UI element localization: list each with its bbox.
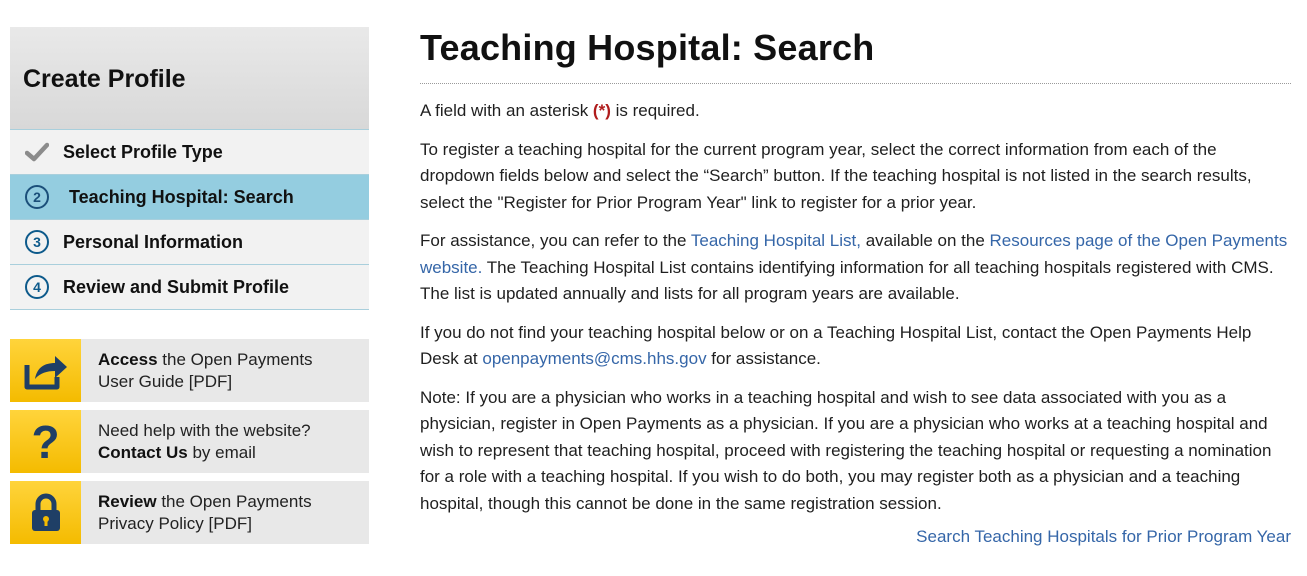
required-note: A field with an asterisk (*) is required. (420, 101, 700, 120)
step-number-icon: 3 (24, 229, 50, 255)
create-profile-header (10, 27, 369, 130)
teaching-hospital-list-link[interactable]: Teaching Hospital List, (690, 231, 861, 250)
sidebar (10, 27, 369, 544)
access-rest: the Open Payments (157, 350, 313, 369)
step-review-submit-profile[interactable] (10, 265, 369, 310)
physician-note-paragraph: Note: If you are a physician who works in a teaching hospital and wish to see data associated with you as a physician, register in Open Payments as a physician. If you are a physician who works at a teaching hospital and wish to represent that teaching hospital, proceed with registering the teaching hospital or requesting a nomination for a role with a teaching hospital. If you wish to do both, you may register both as a physician and a teaching hospital, though this cannot be done in the same registration session. (420, 387, 1272, 513)
step-label: Teaching Hospital: Search (69, 186, 294, 207)
contact-us-label: Contact Us (98, 443, 188, 462)
privacy-policy-text (81, 481, 312, 544)
step-label: Review and Submit Profile (63, 276, 290, 297)
user-guide-link-box[interactable] (10, 339, 369, 402)
access-label: Access (98, 350, 158, 369)
step-teaching-hospital-search[interactable] (10, 175, 369, 220)
prior-program-year-link[interactable]: Search Teaching Hospitals for Prior Program Year (916, 527, 1291, 546)
help-desk-email-link[interactable]: openpayments@cms.hhs.gov (482, 349, 707, 368)
check-icon (24, 139, 50, 165)
step-label: Personal Information (63, 231, 244, 252)
assistance-paragraph: For assistance, you can refer to the Teaching Hospital List, available on the Resources page of the Open Payments website. The Teaching Hospital List contains identifying information for all teaching hospitals registered with CMS. The list is updated annually and lists for all program years are available. (420, 231, 1288, 303)
need-help-label: Need help with the website? (98, 421, 311, 440)
user-guide-text (81, 339, 313, 402)
user-guide-label: User Guide [PDF] (98, 372, 233, 391)
sidebar-title: Create Profile (23, 65, 186, 93)
contact-us-box[interactable] (10, 410, 369, 473)
share-icon (10, 339, 81, 402)
review-rest: the Open Payments (156, 492, 312, 511)
privacy-policy-label: Privacy Policy [PDF] (98, 514, 252, 533)
instructions-paragraph: To register a teaching hospital for the current program year, select the correct information from each of the dropdown fields below and select the “Search” button. If the teaching hospital is not listed in the search results, select the "Register for Prior Program Year" link to register for a prior year. (420, 139, 1252, 212)
step-personal-information[interactable] (10, 220, 369, 265)
question-icon: ? (10, 410, 81, 473)
resources-page-link[interactable]: Resources page of the Open Payments website. (420, 231, 1288, 277)
step-select-profile-type[interactable] (10, 130, 369, 175)
contact-us-text (81, 410, 311, 473)
step-number-icon: 2 (24, 184, 50, 210)
step-number-icon: 4 (24, 274, 50, 300)
page-title: Teaching Hospital: Search (420, 27, 1291, 84)
privacy-policy-link-box[interactable] (10, 481, 369, 544)
required-asterisk: (*) (592, 101, 611, 120)
lock-icon (10, 481, 81, 544)
help-desk-paragraph: If you do not find your teaching hospital below or on a Teaching Hospital List, contact the Open Payments Help Desk at openpayments@cms.hhs.gov for assistance. (420, 322, 1252, 368)
step-label: Select Profile Type (63, 141, 223, 162)
profile-steps (10, 130, 369, 310)
by-email-label: by email (187, 443, 256, 462)
review-label: Review (98, 492, 157, 511)
main-content (420, 27, 1291, 546)
